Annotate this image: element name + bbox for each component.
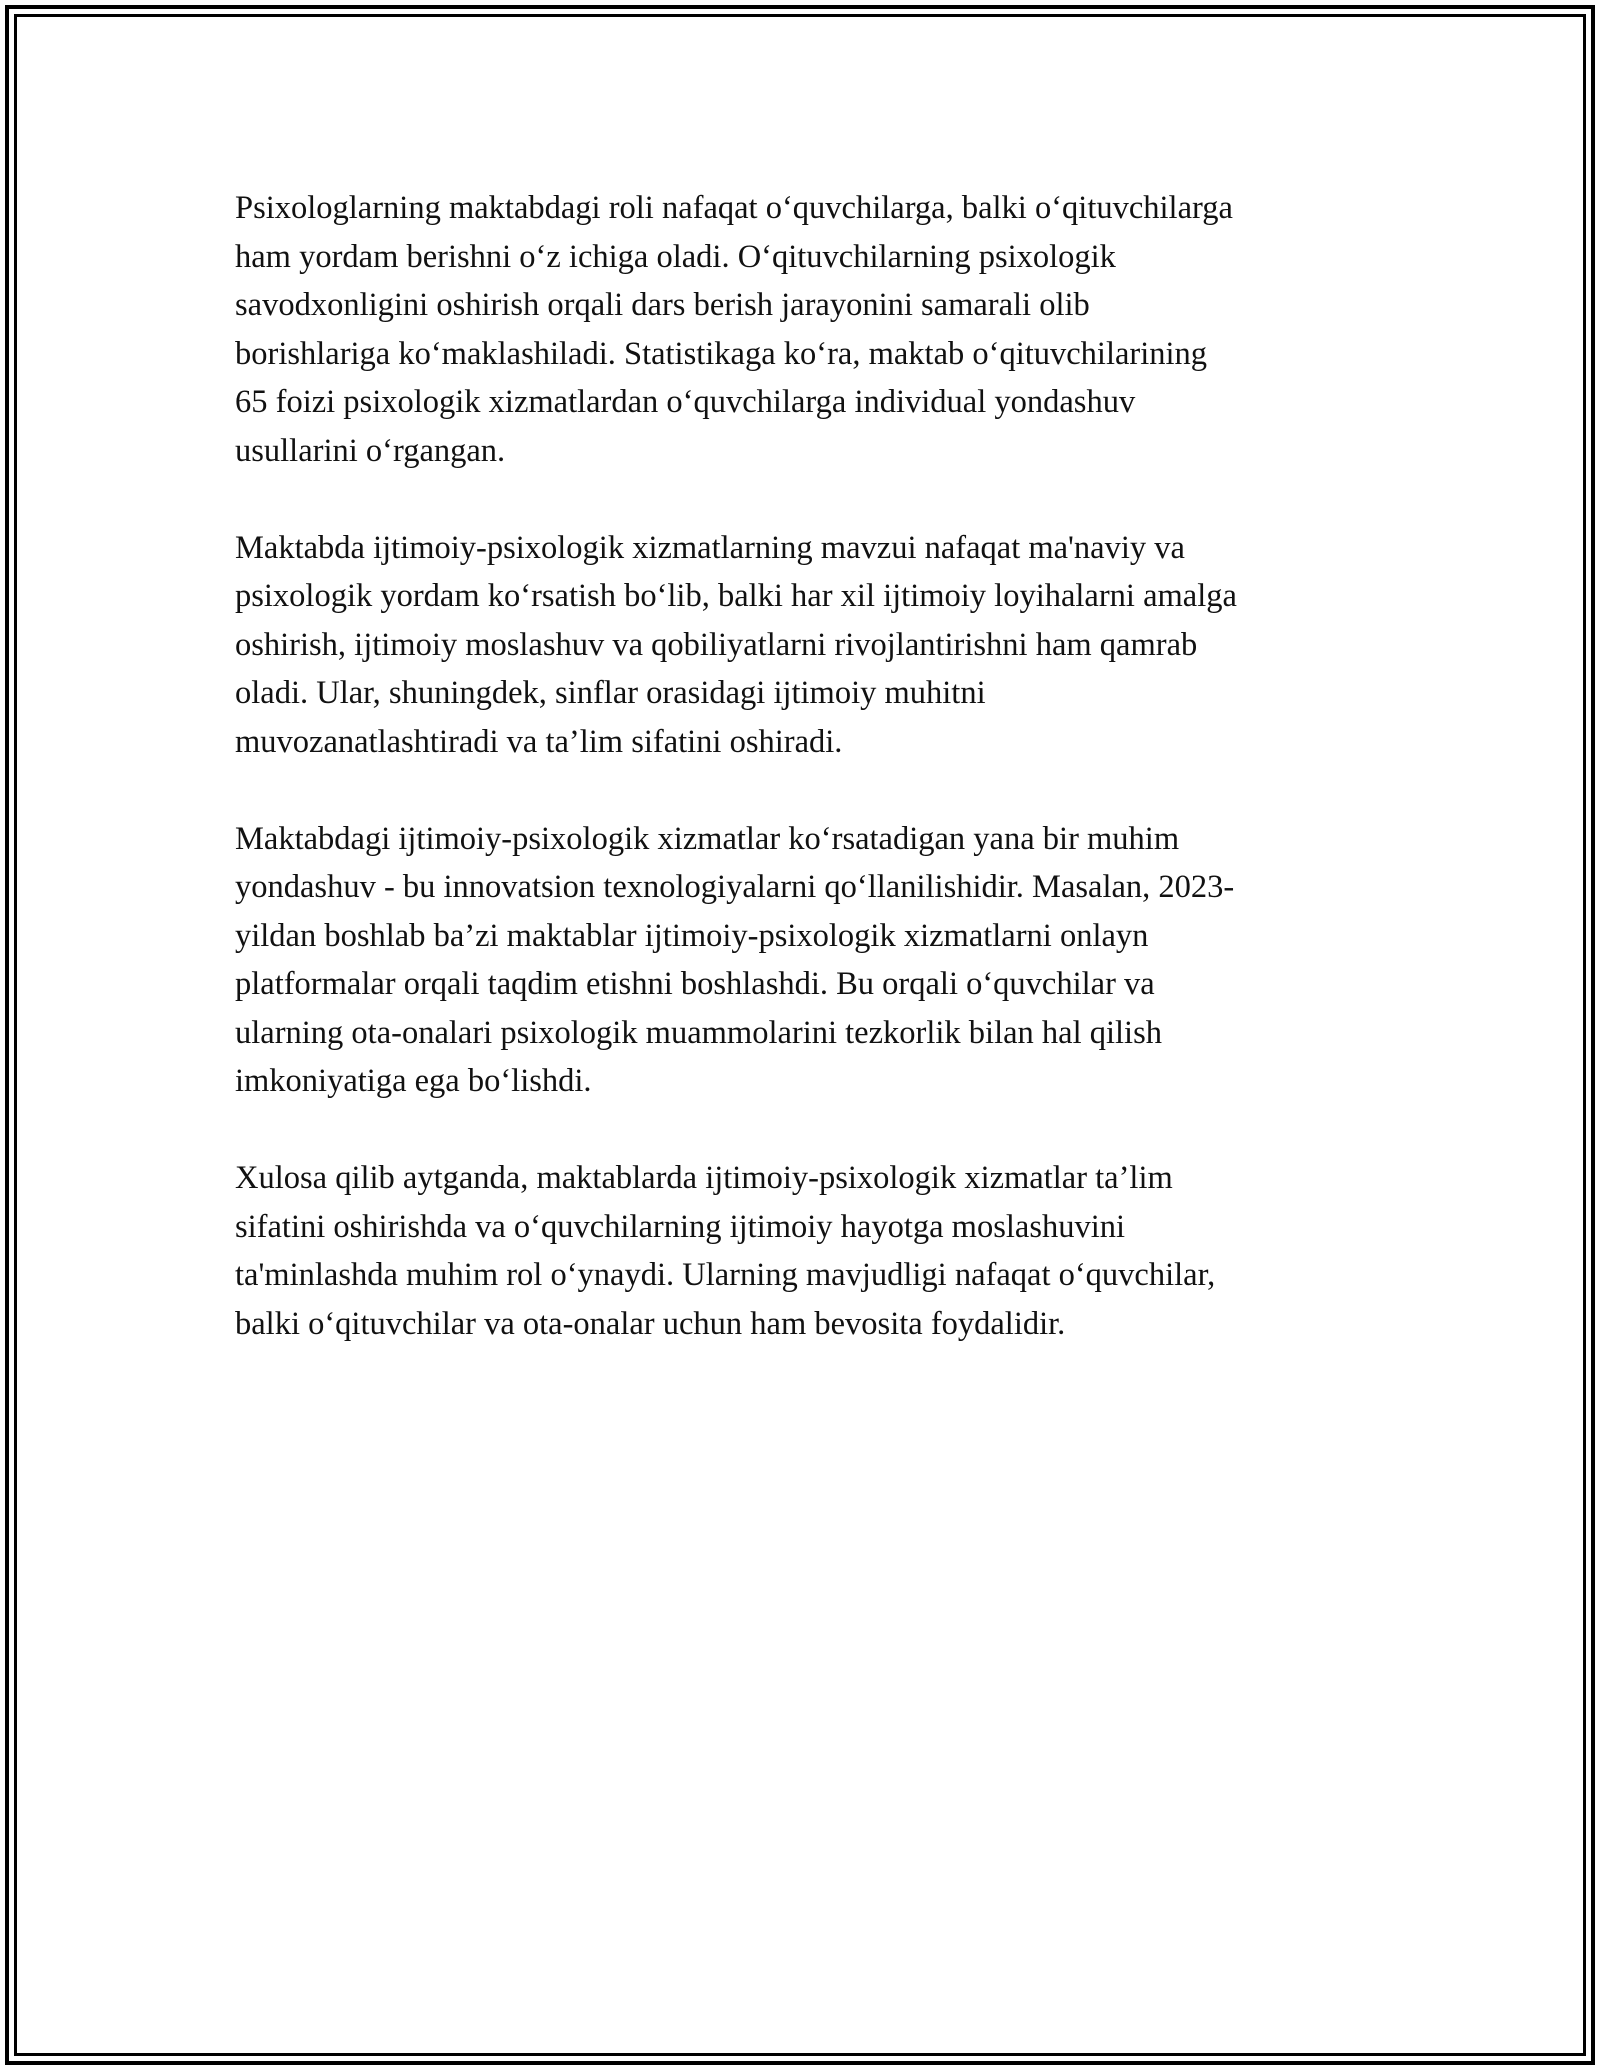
text-line: oladi. Ular, shuningdek, sinflar orasidagi ijtimoiy muhitni [235, 675, 986, 711]
text-line: imkoniyatiga ega bo‘lishdi. [235, 1063, 592, 1099]
text-line: sifatini oshirishda va o‘quvchilarning ijtimoiy hayotga moslashuvini [235, 1208, 1126, 1245]
text-line: Xulosa qilib aytganda, maktablarda ijtimoiy-psixologik xizmatlar ta’lim [235, 1160, 1173, 1196]
text-line: ularning ota-onalari psixologik muammolarini tezkorlik bilan hal qilish [235, 1014, 1162, 1051]
document-body [235, 184, 1375, 1397]
text-line: yondashuv - bu innovatsion texnologiyalarni qo‘llanilishidir. Masalan, 2023- [235, 869, 1235, 905]
paragraph-2 [235, 524, 1375, 767]
text-line: savodxonligini oshirish orqali dars berish jarayonini samarali olib [235, 287, 1090, 323]
text-line: usullarini o‘rgangan. [235, 432, 506, 469]
text-line: muvozanatlashtiradi va ta’lim sifatini oshiradi. [235, 723, 843, 760]
text-line: Maktabdagi ijtimoiy-psixologik xizmatlar ko‘rsatadigan yana bir muhim [235, 820, 1180, 857]
text-line: 65 foizi psixologik xizmatlardan o‘quvchilarga individual yondashuv [235, 384, 1136, 420]
text-line: balki o‘qituvchilar va ota-onalar uchun ham bevosita foydalidir. [235, 1305, 1066, 1342]
text-line: borishlariga ko‘maklashiladi. Statistikaga ko‘ra, maktab o‘qituvchilarining [235, 335, 1208, 372]
paragraph-4 [235, 1154, 1375, 1348]
text-line: psixologik yordam ko‘rsatish bo‘lib, balki har xil ijtimoiy loyihalarni amalga [235, 578, 1237, 614]
paragraph-1 [235, 184, 1375, 475]
paragraph-3 [235, 815, 1375, 1106]
text-line: yildan boshlab ba’zi maktablar ijtimoiy-psixologik xizmatlarni onlayn [235, 917, 1149, 954]
text-line: Psixologlarning maktabdagi roli nafaqat o‘quvchilarga, balki o‘qituvchilarga [235, 190, 1233, 226]
text-line: oshirish, ijtimoiy moslashuv va qobiliyatlarni rivojlantirishni ham qamrab [235, 626, 1198, 663]
text-line: Maktabda ijtimoiy-psixologik xizmatlarning mavzui nafaqat ma'naviy va [235, 529, 1185, 566]
text-line: ham yordam berishni o‘z ichiga oladi. O‘qituvchilarning psixologik [235, 238, 1116, 275]
text-line: ta'minlashda muhim rol o‘ynaydi. Ularning mavjudligi nafaqat o‘quvchilar, [235, 1257, 1216, 1293]
text-line: platformalar orqali taqdim etishni boshlashdi. Bu orqali o‘quvchilar va [235, 966, 1155, 1002]
